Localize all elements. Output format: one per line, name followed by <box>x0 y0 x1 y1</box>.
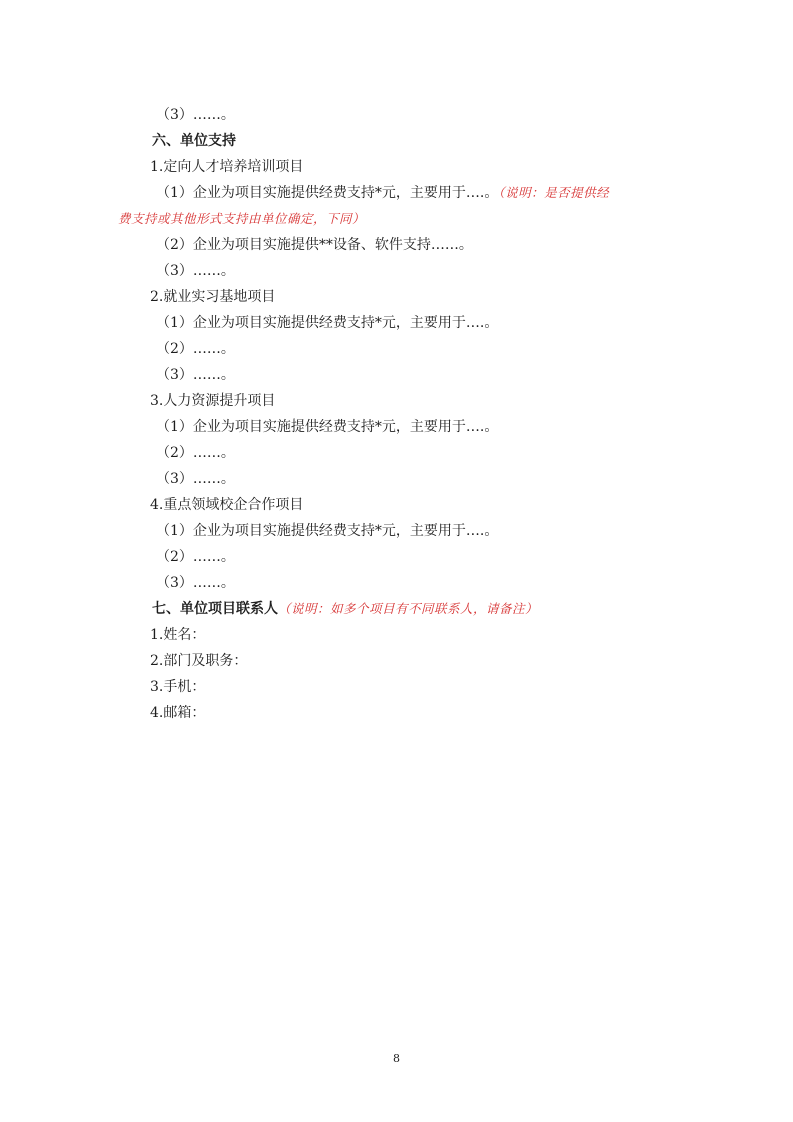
item-text: （1）企业为项目实施提供经费支持*元，主要用于….。 <box>156 185 499 201</box>
contact-email-label: 4.邮箱： <box>150 705 206 721</box>
item-2: （2）……。 <box>156 341 235 357</box>
item-1 <box>156 183 609 203</box>
contact-department-label: 2.部门及职务： <box>150 653 248 669</box>
item-1: （1）企业为项目实施提供经费支持*元，主要用于….。 <box>156 419 499 435</box>
item-3: （3）……。 <box>156 471 235 487</box>
item-1: （1）企业为项目实施提供经费支持*元，主要用于….。 <box>156 315 499 331</box>
section-heading-7-row <box>152 599 538 619</box>
note-text: （说明：如多个项目有不同联系人，请备注） <box>278 601 539 616</box>
item-2: （2）……。 <box>156 445 235 461</box>
page-number: 8 <box>393 1052 400 1065</box>
note-continuation: 费支持或其他形式支持由单位确定，下同） <box>118 211 366 226</box>
item-2: （2）……。 <box>156 549 235 565</box>
contact-name-label: 1.姓名： <box>150 627 206 643</box>
item-3: （3）……。 <box>156 367 235 383</box>
item-2: （2）企业为项目实施提供**设备、软件支持……。 <box>156 237 473 253</box>
subheading-1: 1.定向人才培养培训项目 <box>150 159 304 175</box>
note-text: （说明：是否提供经 <box>498 185 610 200</box>
contact-phone-label: 3.手机： <box>150 679 206 695</box>
item-1: （1）企业为项目实施提供经费支持*元，主要用于….。 <box>156 523 499 539</box>
item-3: （3）……。 <box>156 107 235 123</box>
item-3: （3）……。 <box>156 575 235 591</box>
section-heading-7: 七、单位项目联系人 <box>152 601 278 617</box>
subheading-4: 4.重点领域校企合作项目 <box>150 497 304 513</box>
section-heading-6: 六、单位支持 <box>152 133 236 149</box>
subheading-2: 2.就业实习基地项目 <box>150 289 276 305</box>
item-3: （3）……。 <box>156 263 235 279</box>
subheading-3: 3.人力资源提升项目 <box>150 393 276 409</box>
